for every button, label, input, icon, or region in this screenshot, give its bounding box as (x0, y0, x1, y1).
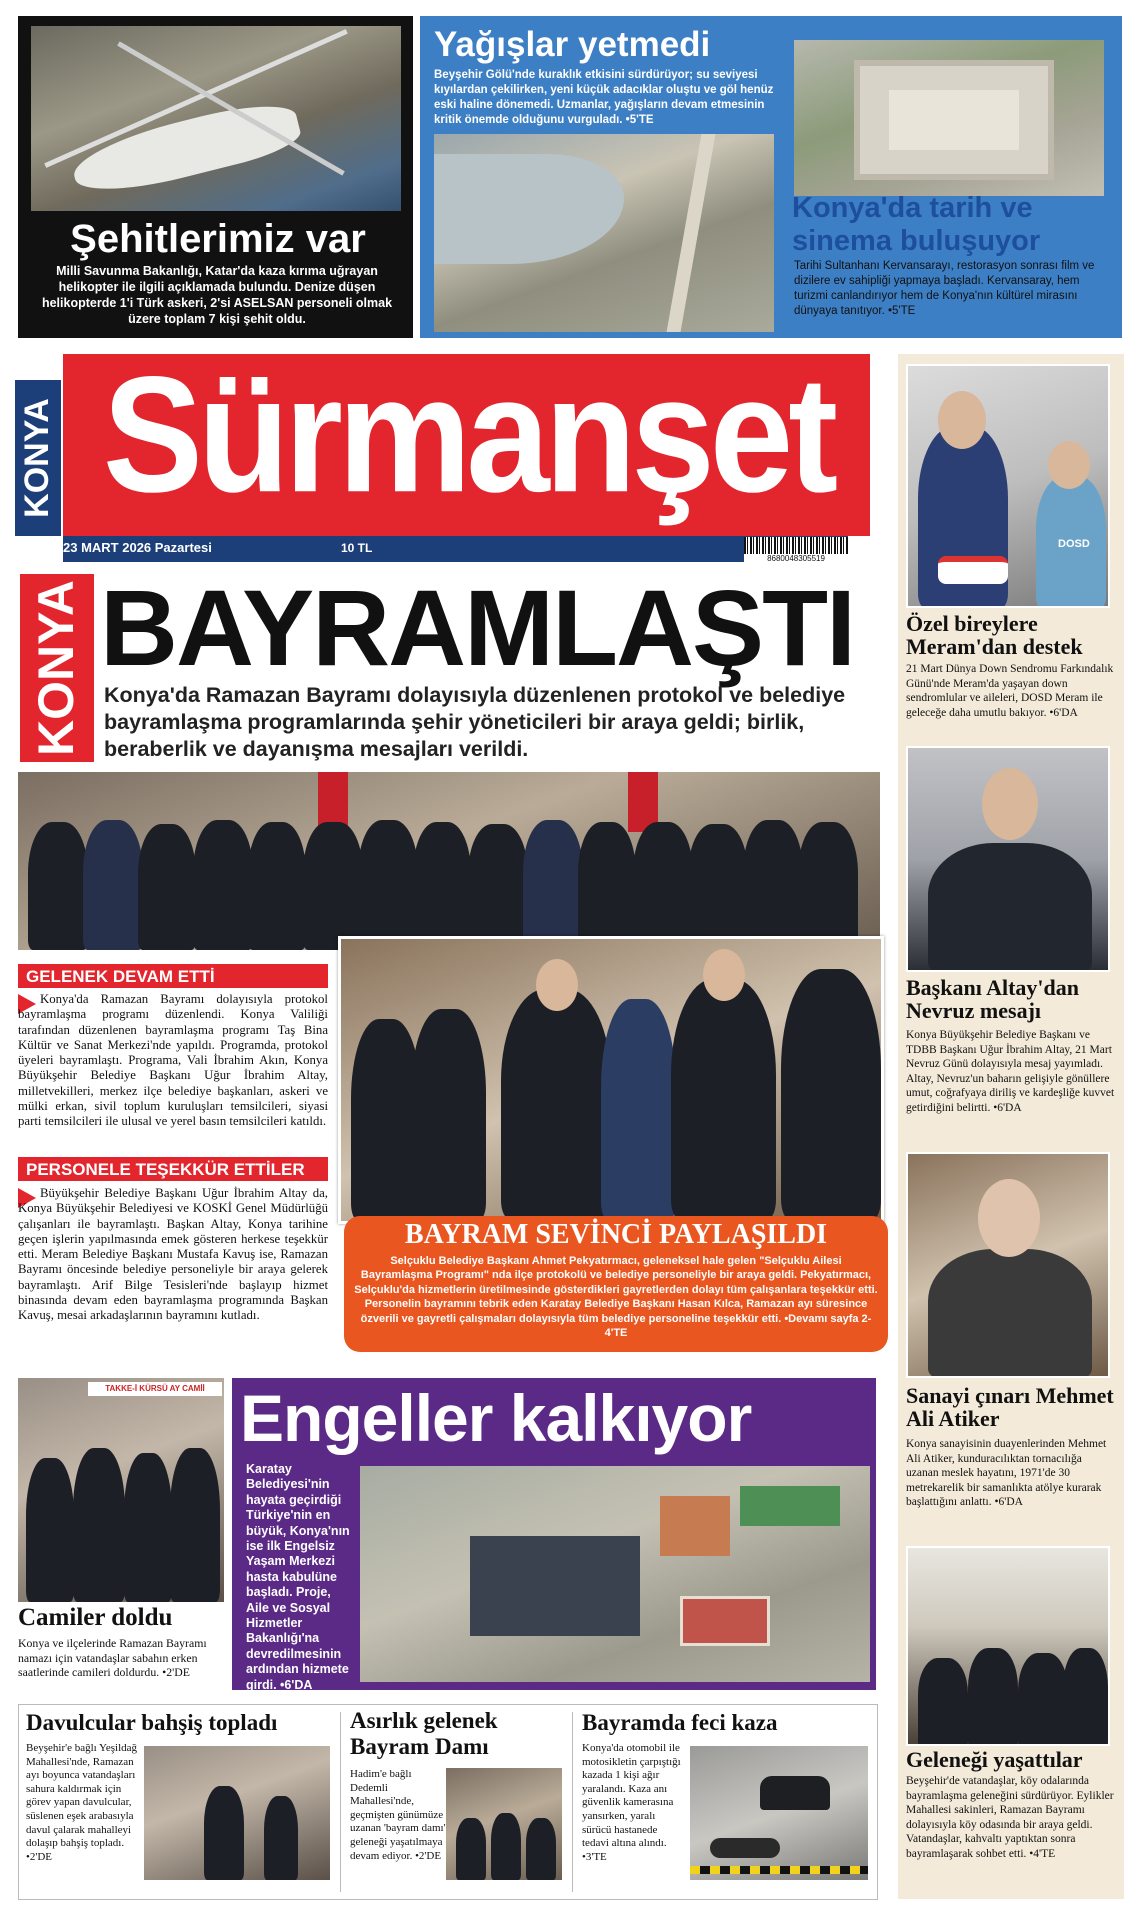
kaza-photo (690, 1746, 868, 1880)
face-shape (982, 768, 1038, 840)
person-shape (264, 1796, 298, 1880)
sports-field-shape (680, 1596, 770, 1646)
person-shape (456, 1818, 486, 1880)
story-bayram-dami[interactable] (350, 1708, 566, 1898)
atiker-portrait-photo (906, 1152, 1110, 1378)
lake-aerial-photo (434, 134, 774, 332)
sidebar-body: Konya Büyükşehir Belediye Başkanı ve TDBB Başkanı Uğur İbrahim Altay, 21 Mart Nevruz Günü dolayısıyla mesaj yayımladı. Altay, Nevruz'un baharın gelişiyle gönüllere umut, coğrafyaya diriliş ve kardeşliğe kuvvet getirdiğini belirtti. •6'DA (906, 1029, 1115, 1114)
building-shape-2 (660, 1496, 730, 1556)
masthead-logo-block[interactable] (63, 341, 870, 536)
headline-kervansaray: Konya'da tarih ve sinema buluşuyor (792, 192, 1041, 257)
person-shape (798, 822, 858, 950)
person-shape (743, 820, 803, 950)
davulcular-photo (144, 1746, 330, 1880)
person-shape (248, 822, 306, 950)
story-camiler[interactable] (18, 1378, 224, 1690)
person-shape (193, 820, 253, 950)
story-feci-kaza[interactable] (582, 1708, 872, 1898)
person-shape (601, 999, 676, 1219)
column-divider (340, 1712, 341, 1892)
helicopter-body-shape (68, 94, 304, 203)
bottom-title: Bayramda feci kaza (582, 1710, 778, 1735)
headline-yagislar: Yağışlar yetmedi (434, 25, 711, 64)
bottom-title: Davulcular bahşiş topladı (26, 1710, 278, 1735)
story-top-right[interactable] (786, 24, 1116, 332)
section-body-personel: Büyükşehir Belediye Başkanı Uğur İbrahim Altay da, Konya Büyükşehir Belediyesi ve KOSKİ Genel Müdürlüğü çalışanları ile bayramlaştı. Başkan Altay, Konya tarihine geçen işlerin yapılmasında emek gösteren herkese teşekkür etti. Meram Belediye Başkanı Mustafa Kavuş ise, Ramazan Bayramı öncesinde belediye personeliyle bir araya gelerek bayramlaştı. Arif Bilge Tesisleri'nde başlayıp hizmet binasında devam eden bayramlaşma programında Başkan Kavuş, mesai arkadaşlarının bayramını kutladı. (18, 1186, 328, 1323)
sidebar-title: Başkanı Altay'dan Nevruz mesajı (906, 975, 1080, 1023)
section-title-personel (18, 1157, 328, 1181)
masthead-city-block (15, 380, 61, 536)
person-shape (358, 820, 418, 950)
engelsiz-yasam-merkezi-photo (360, 1466, 870, 1682)
person-shape (1063, 1648, 1108, 1746)
bayram-namazi-photo (18, 1378, 224, 1602)
car-shape (760, 1776, 830, 1810)
face-shape (703, 949, 745, 1001)
face-shape (1048, 441, 1090, 489)
issue-date: 23 MART 2026 Pazartesi (63, 540, 212, 555)
body-yagislar: Beyşehir Gölü'nde kuraklık etkisini sürdürüyor; su seviyesi kıyılardan çekilirken, yeni küçük adacıklar oluştu ve göl henüz eski haline dönemedi. Uzmanlar, yağışların devam etmesinin kritik önemde olduğunu vurguladı. •5'TE (434, 69, 774, 126)
mosque-banner-text: TAKKE-İ KÜRSÜ AY CAMİİ (105, 1384, 205, 1393)
person-shape (918, 1658, 968, 1746)
protocol-group-photo (18, 772, 880, 950)
lake-water-shape (434, 154, 624, 264)
person-shape (138, 824, 196, 950)
sidebar-item-nevruz[interactable] (906, 746, 1116, 1136)
person-shape (28, 822, 88, 950)
person-shape (523, 820, 583, 950)
bayram-handshake-photo (338, 936, 884, 1224)
column-divider (572, 1712, 573, 1892)
main-kicker-label: KONYA (28, 580, 84, 756)
person-shape (526, 1818, 556, 1880)
section-title-gelenek (18, 964, 328, 988)
bottom-title: Asırlık gelenek Bayram Damı (350, 1708, 498, 1759)
story-top-left[interactable] (18, 16, 413, 338)
sidebar-body: 21 Mart Dünya Down Sendromu Farkındalık Günü'nde Meram'da yaşayan down sendromlular ve aileleri, DOSD Meram ile geleceğe daha umutlu bakıyor. •6'DA (906, 663, 1114, 719)
callout-body: Selçuklu Belediye Başkanı Ahmet Pekyatırmacı, geleneksel hale gelen "Selçuklu Ailesi Bayramlaşma Programı" nda ilçe protokolü ve belediye personeliyle bir araya geldi. Pekyatırmacı, Selçuklu'da hizmetlerin üretilmesinde gösterdikleri gayretlerden dolayı tüm çalışanlara teşekkür etti. Personelin bayramını tebrik eden Karatay Belediye Başkanı Hasan Kılca, Ramazan ayı süresince özverili ve gayretli çalışmaları dolayısıyla tüm belediye personeline teşekkür etti. •Devamı sayfa 2-4'TE (354, 1255, 878, 1340)
sidebar-title: Geleneği yaşattılar (906, 1747, 1083, 1772)
person-shape (83, 820, 143, 950)
person-shape (1018, 1653, 1068, 1746)
person-shape (928, 843, 1092, 972)
callout-title: BAYRAM SEVİNCİ PAYLAŞILDI (404, 1219, 828, 1250)
cake-shape (938, 556, 1008, 584)
sports-field-shape-2 (740, 1486, 840, 1526)
road-shape (667, 134, 716, 332)
helicopter-photo (31, 26, 401, 211)
camiler-title: Camiler doldu (18, 1604, 173, 1631)
main-headline: BAYRAMLAŞTI (100, 567, 855, 688)
apron-text: DOSD (1058, 538, 1090, 550)
person-shape (928, 1249, 1092, 1378)
engeller-headline: Engeller kalkıyor (240, 1381, 752, 1455)
koy-odasi-photo (906, 1546, 1110, 1746)
section-title-personel-label: PERSONELE TEŞEKKÜR ETTİLER (26, 1160, 305, 1179)
section-body-gelenek: Konya'da Ramazan Bayramı dolayısıyla protokol bayramlaşma programı düzenlendi. Konya Valiliği tarafından düzenlenen bayramlaşma programı Taş Bina Kültür ve Sanat Merkezi'nde yapıldı. Programda, protokol üyeleri bayramlaştı. Programa, Vali İbrahim Akın, Konya Büyükşehir Belediye Başkanı Uğur İbrahim Altay, milletvekilleri, merkez ilçe belediye başkanları, askeri ve mülki erkan, sivil toplum kuruluşları temsilcileri, siyasi parti temsilcileri ile ulusal ve yerel basın temsilcileri katıldı. (18, 992, 328, 1129)
engeller-body: Karatay Belediyesi'nin hayata geçirdiği Türkiye'nin en büyük, Konya'nın ise ilk Engelsiz Yaşam Merkezi hasta kabulüne başladı. Proje, Aile ve Sosyal Hizmetler Bakanlığı'na devredilmesinin ardından hizmete girdi. •6'DA (246, 1462, 350, 1692)
bottom-body: Beyşehir'e bağlı Yeşildağ Mahallesi'nde, Ramazan ayı boyunca vatandaşları sahura kaldırmak için görev yapan davulcular, süslenen eşek arabasıyla davul çalarak mahalleyi dolaşıp bahşiş topladı. •2'DE (26, 1742, 138, 1863)
person-shape (73, 1448, 125, 1602)
person-shape (124, 1453, 172, 1602)
bottom-body: Konya'da otomobil ile motosikletin çarpıştığı kazada 1 kişi ağır yaralandı. Kaza anı güvenlik kamerasına yansırken, yaralı sürücü hastanede tedavi altına alındı. •3'TE (582, 1742, 681, 1863)
person-shape (781, 969, 881, 1219)
masthead-logo: Sürmanşet (102, 341, 834, 527)
mosque-banner (88, 1382, 222, 1396)
person-shape (671, 979, 776, 1219)
masthead-city-label: KONYA (18, 398, 56, 518)
face-shape (938, 391, 986, 449)
sidebar-title: Sanayi çınarı Mehmet Ali Atiker (906, 1383, 1114, 1431)
body-sehitlerimiz: Milli Savunma Bakanlığı, Katar'da kaza kırıma uğrayan helikopter ile ilgili açıklamada bulundu. Denize düşen helikopterde 1'i Türk askeri, 2'si ASELSAN personeli olmak üzere toplam 7 kişi şehit oldu. (41, 264, 393, 326)
person-shape (968, 1648, 1018, 1746)
bottom-body: Hadim'e bağlı Dedemli Mahallesi'nde, geçmişten günümüze uzanan 'bayram damı' geleneği yaşatılmaya devam ediyor. •2'DE (350, 1768, 446, 1862)
person-shape (491, 1813, 521, 1880)
person-shape (578, 822, 636, 950)
story-davulcular[interactable] (26, 1708, 330, 1898)
sidebar-title: Özel bireylere Meram'dan destek (906, 611, 1083, 659)
issue-price: 10 TL (341, 541, 373, 555)
callout-box[interactable] (344, 1216, 888, 1352)
face-shape (978, 1179, 1040, 1257)
story-top-mid[interactable] (428, 24, 780, 332)
sidebar-item-atiker[interactable] (906, 1152, 1116, 1528)
main-kicker-block (20, 574, 94, 762)
altay-portrait-photo (906, 746, 1110, 972)
main-deck: Konya'da Ramazan Bayramı dolayısıyla düzenlenen protokol ve belediye bayramlaşma programlarında şehir yöneticileri bir araya geldi; birlik, beraberlik ve dayanışma mesajları verildi. (104, 683, 846, 761)
tape-shape (690, 1866, 868, 1874)
dosd-cooking-photo (906, 364, 1110, 608)
person-shape (170, 1448, 220, 1602)
section-title-gelenek-label: GELENEK DEVAM ETTİ (26, 967, 215, 986)
face-shape (536, 959, 578, 1011)
story-engeller[interactable] (232, 1378, 876, 1690)
person-shape (633, 822, 693, 950)
kervansaray-courtyard-shape (889, 90, 1019, 150)
kervansaray-aerial-photo (794, 40, 1104, 196)
person-shape (411, 1009, 486, 1219)
motorcycle-shape (710, 1838, 780, 1858)
person-shape (204, 1786, 244, 1880)
person-shape (501, 989, 611, 1219)
sidebar-item-ozel-bireyler[interactable] (906, 364, 1116, 734)
building-shape (470, 1536, 640, 1636)
bayram-dami-photo (446, 1768, 562, 1880)
barcode-number: 8680048305519 (744, 554, 848, 564)
person-shape (413, 822, 471, 950)
sidebar-body: Beyşehir'de vatandaşlar, köy odalarında bayramlaşma geleneğini sürdürüyor. Eylikler Mahallesi sakinleri, Ramazan Bayramı dolayısıyla köy odasında bir araya geldi. Vatandaşlar, kahvaltı yaptıktan sonra bayramlaşarak sohbet etti. •4'TE (906, 1775, 1114, 1860)
person-shape (468, 824, 528, 950)
camiler-body: Konya ve ilçelerinde Ramazan Bayramı namazı için vatandaşlar sabahın erken saatlerinde camileri doldurdu. •2'DE (18, 1636, 207, 1680)
person-shape (688, 824, 748, 950)
masthead-strip (63, 536, 848, 562)
sidebar-body: Konya sanayisinin duayenlerinden Mehmet Ali Atiker, kunduracılıktan tornacılığa uzanan meslek hayatını, 1971'de 30 metrekarelik bir samanlıkta atölye kurarak başlattığını anlattı. •6'DA (906, 1438, 1107, 1508)
person-shape (303, 822, 363, 950)
person-shape (26, 1458, 74, 1602)
headline-sehitlerimiz: Şehitlerimiz var (70, 217, 366, 261)
body-kervansaray: Tarihi Sultanhanı Kervansarayı, restorasyon sonrası film ve dizilere ev sahipliği yapmaya başladı. Kervansaray, hem turizmi canlandırıyor hem de Konya'nın kültürel mirasını dünyaya tanıtıyor. •5'TE (794, 260, 1095, 317)
